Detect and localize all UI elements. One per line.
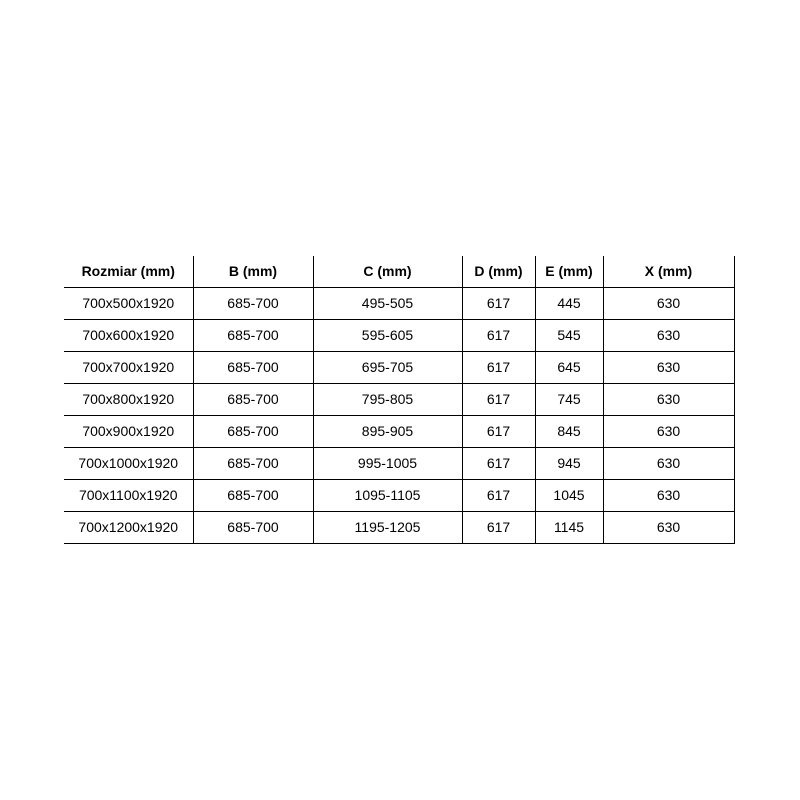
table-row xyxy=(64,415,734,447)
table-cell: 1195-1205 xyxy=(313,511,462,543)
table-cell: 630 xyxy=(603,351,734,383)
table-cell: 700x900x1920 xyxy=(64,415,193,447)
table-cell: 700x1000x1920 xyxy=(64,447,193,479)
table-cell: 685-700 xyxy=(193,383,313,415)
table-cell: 595-605 xyxy=(313,319,462,351)
table-cell: 617 xyxy=(462,479,535,511)
table-cell: 700x500x1920 xyxy=(64,287,193,319)
table-cell: 630 xyxy=(603,319,734,351)
table-cell: 630 xyxy=(603,479,734,511)
table-cell: 1095-1105 xyxy=(313,479,462,511)
table-cell: 630 xyxy=(603,287,734,319)
table-row xyxy=(64,447,734,479)
table-body xyxy=(64,287,734,543)
table-cell: 700x800x1920 xyxy=(64,383,193,415)
table-row xyxy=(64,319,734,351)
table-cell: 630 xyxy=(603,415,734,447)
table-cell: 617 xyxy=(462,383,535,415)
table-cell: 795-805 xyxy=(313,383,462,415)
table-cell: 617 xyxy=(462,351,535,383)
table-cell: 685-700 xyxy=(193,351,313,383)
table-cell: 895-905 xyxy=(313,415,462,447)
header-row xyxy=(64,256,734,287)
table-cell: 617 xyxy=(462,447,535,479)
table-cell: 685-700 xyxy=(193,447,313,479)
table-cell: 630 xyxy=(603,447,734,479)
table-cell: 685-700 xyxy=(193,415,313,447)
table-cell: 630 xyxy=(603,383,734,415)
dimension-table-container xyxy=(64,256,735,544)
column-header-3: C (mm) xyxy=(313,256,462,287)
column-header-4: D (mm) xyxy=(462,256,535,287)
table-cell: 495-505 xyxy=(313,287,462,319)
table-cell: 685-700 xyxy=(193,287,313,319)
table-cell: 745 xyxy=(535,383,603,415)
table-cell: 617 xyxy=(462,511,535,543)
table-cell: 845 xyxy=(535,415,603,447)
table-row xyxy=(64,383,734,415)
table-cell: 700x1200x1920 xyxy=(64,511,193,543)
table-cell: 1145 xyxy=(535,511,603,543)
table-cell: 645 xyxy=(535,351,603,383)
table-cell: 685-700 xyxy=(193,319,313,351)
table-cell: 617 xyxy=(462,415,535,447)
table-cell: 1045 xyxy=(535,479,603,511)
table-cell: 995-1005 xyxy=(313,447,462,479)
table-cell: 700x700x1920 xyxy=(64,351,193,383)
table-row xyxy=(64,287,734,319)
table-cell: 617 xyxy=(462,287,535,319)
dimension-table xyxy=(64,256,735,544)
table-cell: 700x1100x1920 xyxy=(64,479,193,511)
table-cell: 695-705 xyxy=(313,351,462,383)
table-cell: 445 xyxy=(535,287,603,319)
table-cell: 685-700 xyxy=(193,511,313,543)
table-cell: 630 xyxy=(603,511,734,543)
column-header-5: E (mm) xyxy=(535,256,603,287)
table-row xyxy=(64,511,734,543)
table-cell: 617 xyxy=(462,319,535,351)
table-cell: 700x600x1920 xyxy=(64,319,193,351)
table-cell: 685-700 xyxy=(193,479,313,511)
table-cell: 545 xyxy=(535,319,603,351)
table-row xyxy=(64,351,734,383)
column-header-2: B (mm) xyxy=(193,256,313,287)
column-header-6: X (mm) xyxy=(603,256,734,287)
table-head xyxy=(64,256,734,287)
table-row xyxy=(64,479,734,511)
table-cell: 945 xyxy=(535,447,603,479)
column-header-1: Rozmiar (mm) xyxy=(64,256,193,287)
